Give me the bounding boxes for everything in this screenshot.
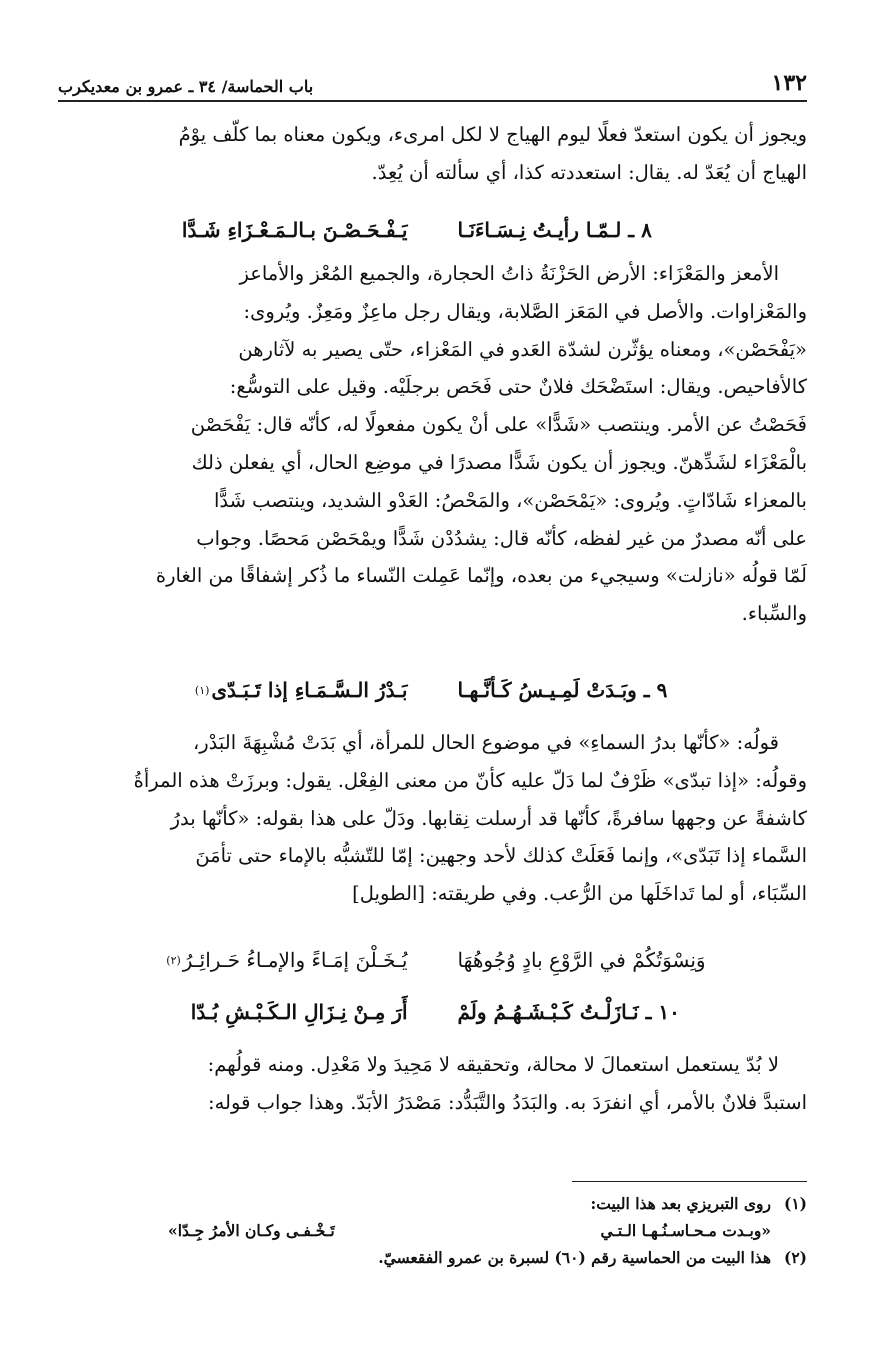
verse-hemistich-second: [58, 670, 428, 710]
text-line: «يَفْحَصْن»، ومعناه يؤثّرن لشدّة العَدو في المَعْزاء، حتّى يصير به لآثارهن: [238, 337, 807, 361]
text-line: الأمعز والمَعْزَاء: الأرض الحَزْنَةُ ذاتُ الحجارة، والجميع المُعْز والأماعز: [239, 262, 779, 285]
footnote-number: (١): [783, 1194, 807, 1213]
text-line: كاشفةً عن وجهها سافرةً، كأنّها قد أرسلت نِقابها. ودَلّ على هذا بقوله: «كأنّها بدرُ: [170, 806, 807, 830]
text-line: بالْمَعْزَاء لشَدِّهنّ. ويجوز أن يكون شَدًّا مصدرًا في موضِع الحال، أي يفعلن ذلك: [191, 450, 807, 474]
footnotes: [58, 1190, 807, 1271]
verse-8: [58, 210, 807, 250]
text-line: السِّبَاء، أو لما تَداخَلَها من الرُّعب. وفي طريقته: [الطويل]: [352, 882, 807, 906]
footnote-1-verse: [58, 1217, 807, 1244]
verse-hemistich-second: [58, 940, 428, 980]
verse-hemistich-second: تَـخْـفـى وكـان الأمرُ جِـدّا»: [168, 1221, 335, 1240]
verse-hemistich-first: «وبـدت مـحـاسـنُـهـا الـتـي: [600, 1221, 771, 1240]
text-line: والمَعْزاوات. والأصل في المَعَز الصَّلابة، ويقال رجل ماعِزٌ ومَعِزٌ. ويُروى:: [243, 299, 807, 323]
text-line: بالمعزاء شَادّاتٍ. ويُروى: «يَمْحَصْن»، والمَحْصُ: العَدْو الشديد، وينتصب شَدًّا: [213, 488, 807, 512]
verse-text: يُـخَـلْنَ إمَـاءً والإمـاءُ حَـرائِـرُ: [182, 948, 408, 972]
verse-text: بَـدْرُ الـسَّـمَـاءِ إذا تَـبَـدّى: [211, 678, 408, 702]
text-line: لَمّا قولُه «نازلت» وسيجيء من بعده، وإنّما عَمِلت النّساء ما ذُكر إشفاقًا من الغارة: [155, 564, 807, 588]
footnote-text: روى التبريزي بعد هذا البيت:: [590, 1194, 771, 1213]
book-page: [58, 0, 807, 1355]
footnote-2: [58, 1244, 807, 1271]
chapter-title: باب الحماسة/ ٣٤ ـ عمرو بن معديكرب: [58, 77, 314, 96]
text-line: والسِّباء.: [741, 602, 807, 626]
paragraph-3: [58, 724, 807, 913]
text-line: فَحَصْتُ عن الأمر. وينتصب «شَدًّا» على أنْ يكون مفعولًا له، كأنّه قال: يَفْحَصْن: [190, 413, 807, 437]
footnote-divider: [572, 1181, 807, 1182]
footnote-ref-2: (٢): [166, 953, 181, 967]
verse-hemistich-first: ٨ ـ لـمّـا رأيـتُ نِـسَـاءَنَـا: [457, 218, 652, 242]
paragraph-4: [58, 1046, 807, 1122]
verse-hemistich-second: أَرَ مِـنْ نِـزَالِ الـكَـبْـشِ بُـدّا: [190, 1000, 408, 1024]
verse-9: [58, 670, 807, 710]
footnote-number: (٢): [783, 1248, 807, 1267]
text-line: لا بُدّ يستعمل استعمالَ لا محالة، وتحقيقه لا مَحِيدَ ولا مَعْدِل. ومنه قولُهم:: [207, 1053, 779, 1076]
footnote-1: [58, 1190, 807, 1217]
running-head: [58, 66, 807, 102]
verse-10: [58, 992, 807, 1032]
text-line: وقولُه: «إذا تبدّى» ظَرْفٌ لما دَلّ عليه كأنّ من معنى الفِعْل. يقول: وبرزَتْ هذه المرأةُ: [133, 768, 807, 792]
text-line: استبدَّ فلانٌ بالأمر، أي انفرَدَ به. والبَدَدُ والتَّبَدُّد: مَصْدَرُ الأبَدّ. وهذا جواب قوله:: [208, 1090, 807, 1114]
verse-hemistich-second: يَـفْـحَـصْـنَ بـالـمَـعْـزَاءِ شَـدَّا: [181, 218, 408, 242]
verse-hemistich-first: وَنِسْوَتُكُمْ في الرَّوْعِ بادٍ وُجُوهُهَا: [457, 948, 706, 972]
text-line: على أنّه مصدرٌ من غير لفظه، كأنّه قال: يشدُدْن شَدًّا ويمْحَصْن مَحصًا. وجواب: [196, 526, 807, 550]
text-line: ويجوز أن يكون استعدّ فعلًا ليوم الهياج لا لكل امرىء، ويكون معناه بما كلّف يوْمُ: [178, 123, 807, 146]
text-line: السَّماء إذا تَبَدّى»، وإنما فَعَلَتْ كذلك لأحد وجهين: إمّا للتّشبُّه بالإماء حتى تأمَنَ: [195, 844, 807, 868]
footnote-text: هذا البيت من الحماسية رقم (٦٠) لسبرة بن عمرو الفقعسيّ.: [378, 1248, 771, 1267]
paragraph-1: [58, 116, 807, 192]
text-line: كالأفاحيص. ويقال: استَضْحَك فلانٌ حتى فَحَص برجلَيْه. وقيل على التوسُّع:: [229, 375, 807, 399]
quoted-verse: [58, 940, 807, 980]
verse-hemistich-first: ٩ ـ وبَـدَتْ لَمِـيـسُ كَـأنَّـهـا: [457, 678, 668, 702]
text-line: قولُه: «كأنّها بدرُ السماءِ» في موضوع الحال للمرأة، أي بَدَتْ مُشْبِهَةَ البَدْر،: [192, 731, 779, 754]
footnote-ref-1: (١): [194, 683, 210, 697]
paragraph-2: [58, 255, 807, 633]
verse-hemistich-first: ١٠ ـ نَـازَلْـتُ كَـبْـشَـهُـمُ ولَمْ: [457, 1000, 680, 1024]
text-line: الهياج أن يُعَدّ له. يقال: استعددته كذا، أي سألته أن يُعِدّ.: [371, 160, 807, 184]
page-number: ١٣٢: [771, 70, 807, 96]
